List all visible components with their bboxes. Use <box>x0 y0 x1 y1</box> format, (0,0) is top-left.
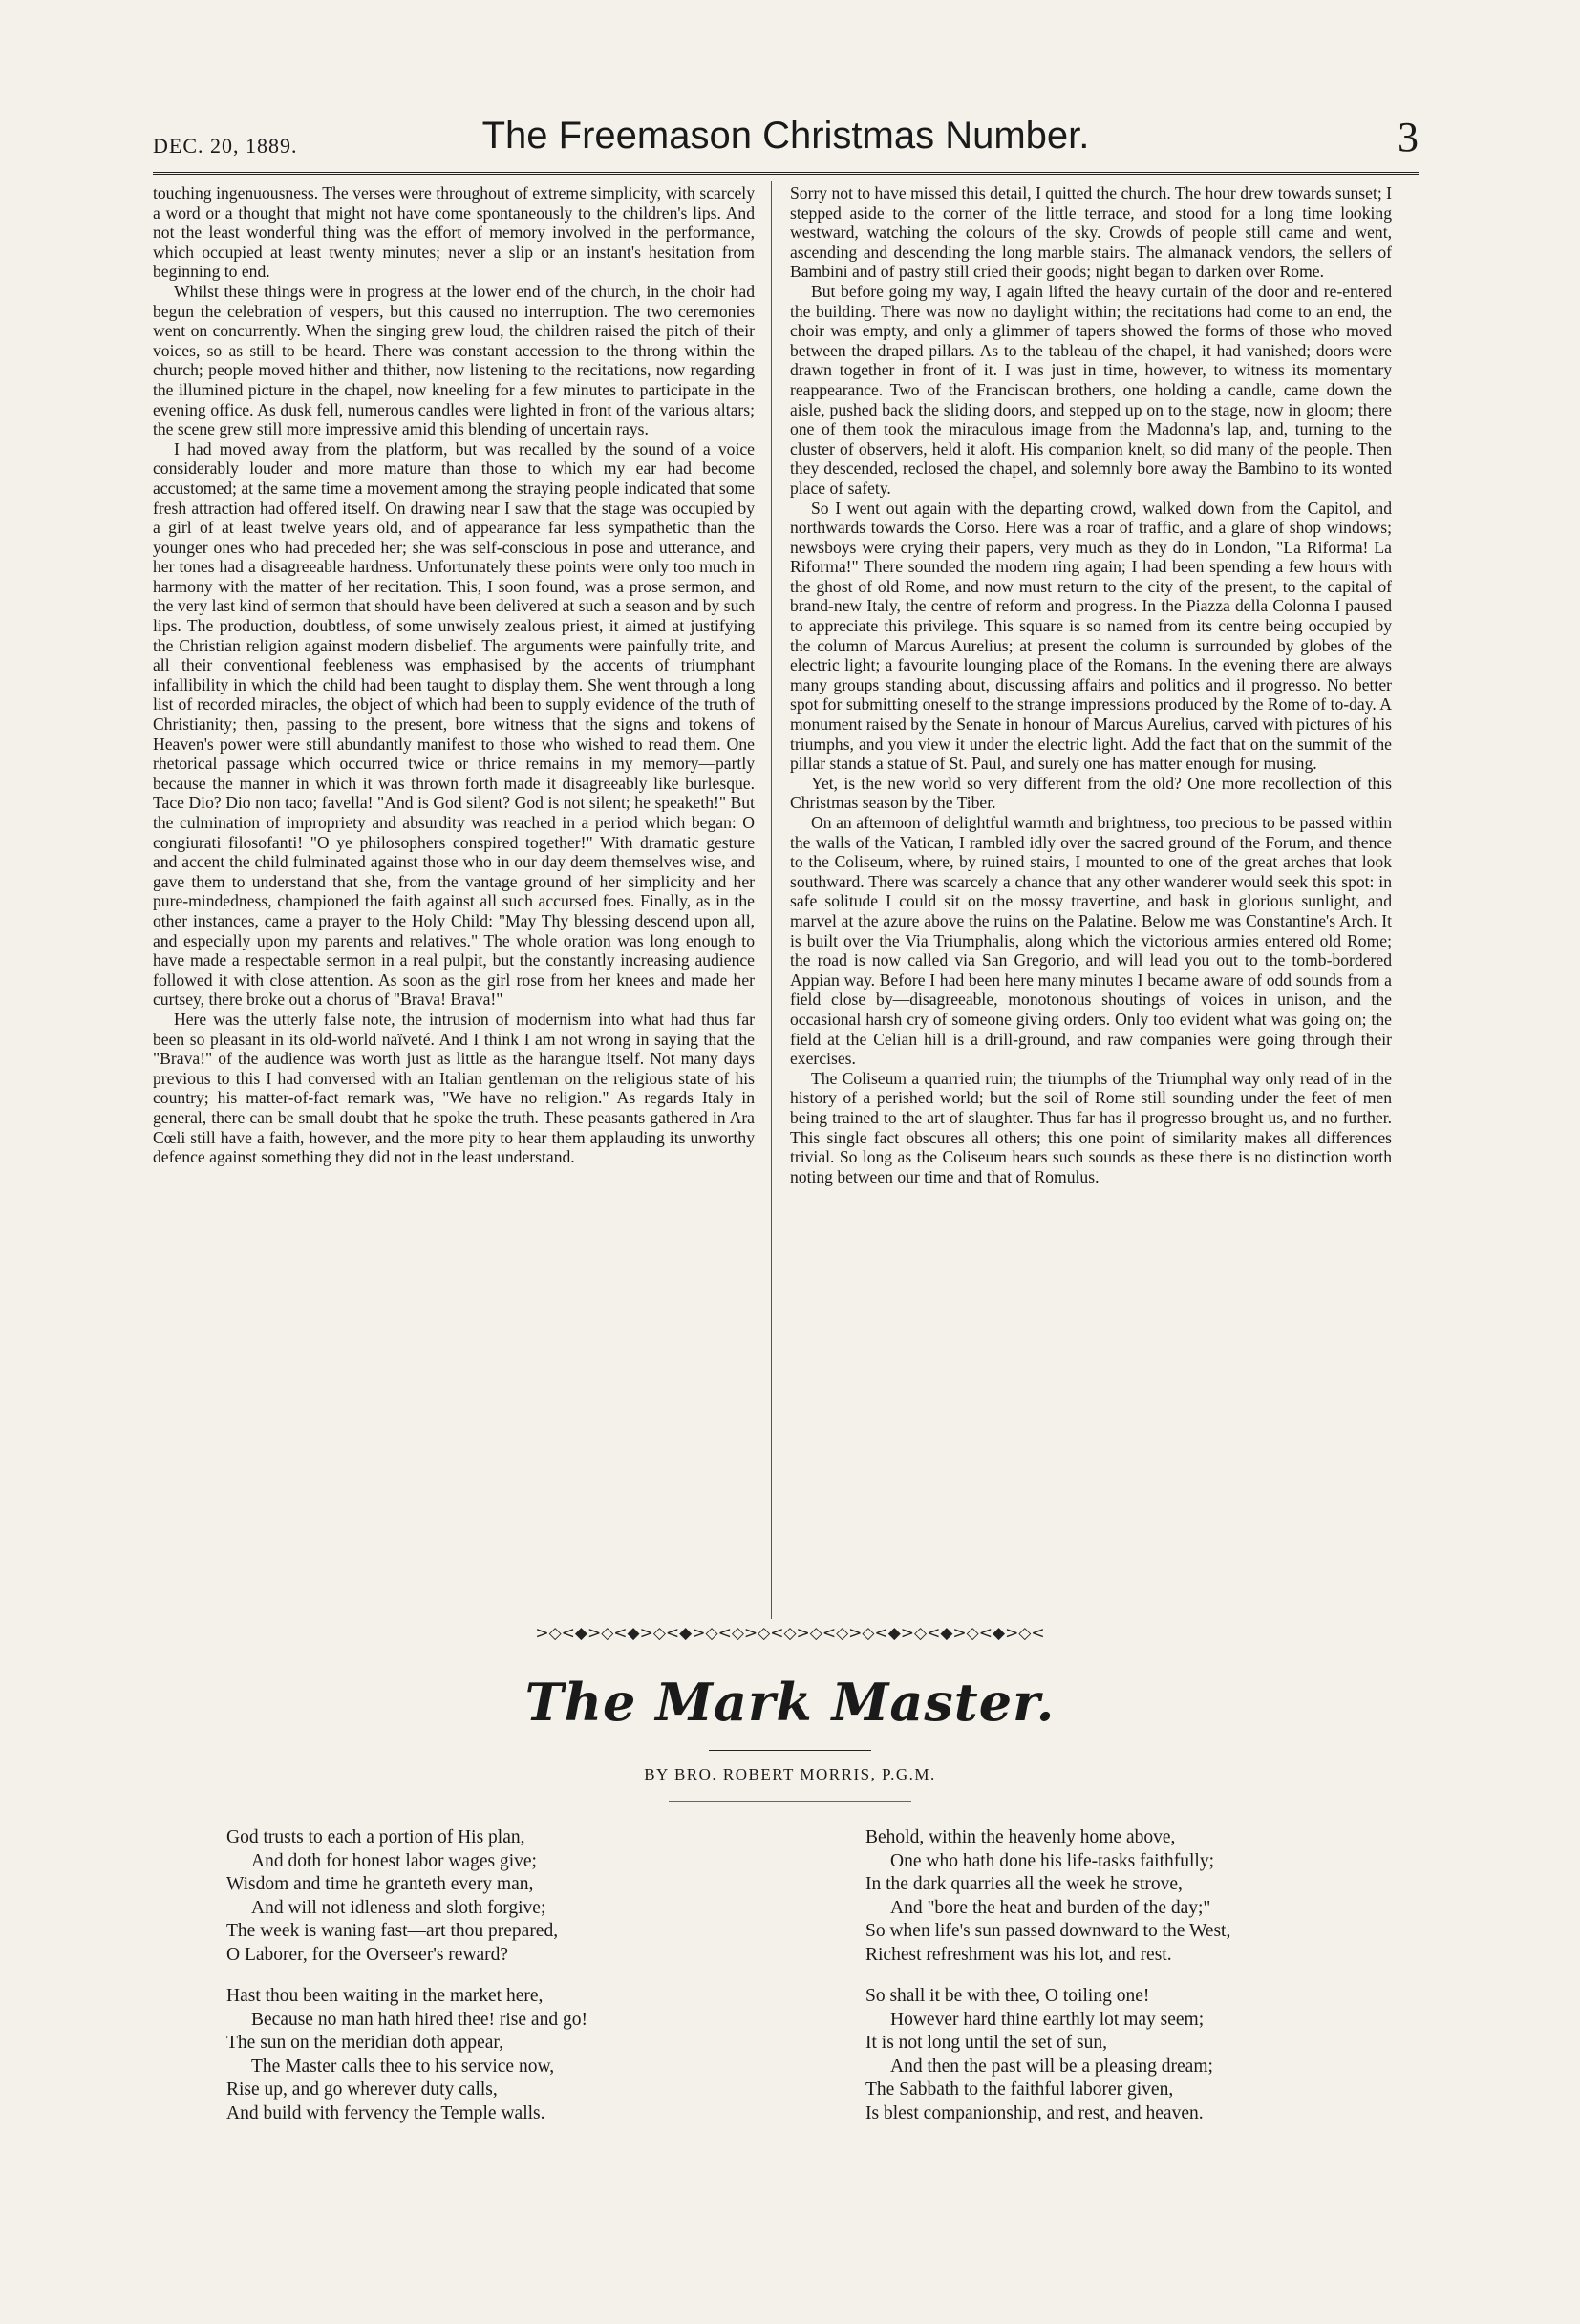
poem-byline: BY BRO. ROBERT MORRIS, P.G.M. <box>644 1765 936 1783</box>
publication-title: The Freemason Christmas Number. <box>481 115 1090 157</box>
verse-line: However hard thine earthly lot may seem; <box>890 2009 1205 2030</box>
poem-stanza-2 <box>226 1985 587 2126</box>
right-column <box>790 183 1392 1186</box>
verse-line: Behold, within the heavenly home above, <box>865 1827 1176 1847</box>
verse-line: The week is waning fast—art thou prepared, <box>226 1921 559 1942</box>
verse-line: O Laborer, for the Overseer's reward? <box>226 1944 509 1965</box>
issue-date: DEC. 20, 1889. <box>153 134 298 158</box>
ornamental-divider: >◇<◆>◇<◆>◇<◆>◇<◇>◇<◇>◇<◇>◇<◆>◇<◆>◇<◆>◇< <box>535 1624 1045 1643</box>
verse-line: And build with fervency the Temple walls. <box>226 2102 545 2123</box>
column-divider <box>771 181 772 1619</box>
verse-line: And "bore the heat and burden of the day;" <box>890 1897 1211 1918</box>
left-column <box>153 183 755 1167</box>
verse-line: So when life's sun passed downward to the West, <box>865 1921 1231 1942</box>
paragraph: Sorry not to have missed this detail, I quitted the church. The hour drew towards sunset; I stepped aside to the corner of the little terrace, and stood for a long time looking westward, watching the colours of the sky. Crowds of people still came and went, ascending and descending the long marble stairs. The almanack vendors, the sellers of Bambini and of pastry still cried their goods; night began to darken over Rome. <box>790 183 1392 282</box>
verse-line: One who hath done his life-tasks faithfully; <box>890 1850 1215 1871</box>
verse-line: It is not long until the set of sun, <box>865 2033 1107 2054</box>
verse-line: Because no man hath hired thee! rise and go! <box>251 2009 587 2030</box>
paragraph: The Coliseum a quarried ruin; the triumphs of the Triumphal way only read of in the history of a perished world; but the soil of Rome still sounding under the feet of men being trained to the art of slaughter. Thus far has il progresso brought us, and no further. This single fact obscures all others; this one point of similarity makes all differences trivial. So long as the Coliseum hears such sounds as these there is no distinction worth noting between our time and that of Romulus. <box>790 1068 1392 1186</box>
verse-line: Hast thou been waiting in the market here, <box>226 1986 544 2006</box>
verse-line: Richest refreshment was his lot, and rest. <box>865 1944 1172 1965</box>
poem-stanza-1 <box>226 1826 558 1968</box>
paragraph: Yet, is the new world so very different from the old? One more recollection of this Christmas season by the Tiber. <box>790 773 1392 813</box>
title-rule <box>709 1750 871 1751</box>
poem-title: The Mark Master. <box>524 1672 1056 1733</box>
page-header <box>153 113 1419 170</box>
paragraph: So I went out again with the departing crowd, walked down from the Capitol, and northwards towards the Corso. Here was a roar of traffic, and a glare of shop windows; newsboys were crying their papers, very much as they do in London, "La Riforma! La Riforma!" There sounded the modern ring again; I had been spending a few hours with the ghost of old Rome, and now must return to the city of the present, to the capital of brand-new Italy, the centre of reform and progress. In the Piazza della Colonna I paused to appreciate this privilege. This square is so named from its centre being occupied by the column of Marcus Aurelius; at present the column is surrounded by globes of the electric light; a favourite lounging place of the Romans. In the evening there are always many groups standing about, discussing affairs and politics and il progresso. No better spot for submitting oneself to the strange impressions produced by the Rome of to-day. A monument raised by the Senate in honour of Marcus Aurelius, carved with pictures of his triumphs, and you view it under the electric light. Add the fact that on the summit of the pillar stands a statue of St. Paul, and surely one has matter enough for musing. <box>790 498 1392 774</box>
paragraph: On an afternoon of delightful warmth and brightness, too precious to be passed within the walls of the Vatican, I rambled idly over the sacred ground of the Forum, and thence to the Coliseum, where, by ruined stairs, I mounted to one of the great arches that look southward. There was scarcely a chance that any other wanderer would seek this spot: in safe solitude I could sit on the mossy travertine, and bask in glorious sunlight, and marvel at the azure above the ruins on the Palatine. Below me was Constantine's Arch. It is built over the Via Triumphalis, along which the victorious armies entered old Rome; the road is now called via San Gregorio, and will lead you out to the tomb-bordered Appian way. Before I had been here many minutes I became aware of odd sounds from a field close by—disagreeable, monotonous shoutings of voices in unison, and the occasional harsh cry of someone giving orders. Only too evident what was going on; the field at the Celian hill is a drill-ground, and raw companies were going through their exercises. <box>790 813 1392 1069</box>
header-rule <box>153 172 1419 175</box>
verse-line: So shall it be with thee, O toiling one! <box>865 1986 1150 2006</box>
verse-line: Wisdom and time he granteth every man, <box>226 1874 534 1895</box>
paragraph: I had moved away from the platform, but was recalled by the sound of a voice considerably louder and more mature than those to which my ear had become accustomed; at the same time a movement among the straying people indicated that some fresh attraction had offered itself. On drawing near I saw that the stage was occupied by a girl of at least twelve years old, and of appearance far less sympathetic than the younger ones who had preceded her; she was self-conscious in pose and utterance, and her tones had a disagreeable hardness. Unfortunately these points were only too much in harmony with the matter of her recitation. This, I soon found, was a prose sermon, and the very last kind of sermon that should have been delivered at such a season and by such lips. The production, doubtless, of some unwisely zealous priest, it aimed at justifying the Christian religion against modern disbelief. The arguments were painfully trite, and all their conventional feebleness was emphasised by the accents of triumphant infallibility in which the child had been taught to display them. She went through a long list of recorded miracles, the object of which had been to supply evidence of the truth of Christianity; then, passing to the present, bore witness that the signs and tokens of Heaven's power were still abundantly manifest to those who wished to read them. One rhetorical passage which occurred twice or thrice remains in my memory—partly because the manner in which it was thrown forth made it disagreeably like burlesque. Tace Dio? Dio non taco; favella! "And is God silent? God is not silent; he speaketh!" But the culmination of impropriety and absurdity was reached in a period which began: O congiurati filosofanti! "O ye philosophers conspired together!" With dramatic gesture and accent the child fulminated against those who in our day deem themselves wise, and gave them to understand that she, from the vantage ground of her simplicity and her pure-mindedness, championed the faith against all such accursed foes. Finally, as in the other instances, came a prayer to the Holy Child: "May Thy blessing descend upon all, and especially upon my parents and relatives." The whole oration was long enough to have made a respectable sermon in a real pulpit, but the constantly increasing audience followed it with close attention. As soon as the girl rose from her knees and made her curtsey, there broke out a chorus of "Brava! Brava!" <box>153 438 755 1010</box>
verse-line: The Sabbath to the faithful laborer given, <box>865 2079 1174 2100</box>
poem-stanza-3 <box>865 1826 1230 1968</box>
poem-stanza-4 <box>865 1985 1213 2126</box>
paragraph: Whilst these things were in progress at the lower end of the church, in the choir had begun the celebration of vespers, but this caused no interruption. The two ceremonies went on concurrently. When the singing grew loud, the children raised the pitch of their voices, so as still to be heard. There was constant accession to the throng within the church; people moved hither and thither, now listening to the recitations, now regarding the illumined picture in the chapel, now kneeling for a few minutes to participate in the evening office. As dusk fell, numerous candles were lighted in front of the various altars; the scene grew still more impressive amid this blending of uncertain rays. <box>153 281 755 439</box>
paragraph: touching ingenuousness. The verses were throughout of extreme simplicity, with scarcely a word or a thought that might not have come spontaneously to the children's lips. And not the least wonderful thing was the effort of memory involved in the performance, which occupied at least twenty minutes; never a slip or an instant's hesitation from beginning to end. <box>153 183 755 282</box>
verse-line: God trusts to each a portion of His plan, <box>226 1827 525 1847</box>
verse-line: And will not idleness and sloth forgive; <box>251 1897 546 1918</box>
verse-line: In the dark quarries all the week he strove, <box>865 1874 1183 1895</box>
verse-line: And doth for honest labor wages give; <box>251 1850 537 1871</box>
paragraph: But before going my way, I again lifted the heavy curtain of the door and re-entered the building. There was now no daylight within; the recitations had come to an end, the choir was empty, and only a glimmer of tapers showed the forms of those who moved between the draped pillars. As to the tableau of the chapel, it had vanished; doors were drawn together in front of it. I was just in time, however, to witness its momentary reappearance. Two of the Franciscan brothers, one holding a candle, came down the aisle, pushed back the sliding doors, and stepped up on to the stage, now in gloom; there one of them took the miraculous image from the Madonna's lap, and, turning to the cluster of observers, held it aloft. His companion knelt, so did many of the people. Then they descended, reclosed the chapel, and solemnly bore away the Bambino to its wonted place of safety. <box>790 281 1392 498</box>
verse-line: The Master calls thee to his service now, <box>251 2056 555 2077</box>
verse-line: And then the past will be a pleasing dream; <box>890 2056 1213 2077</box>
verse-line: The sun on the meridian doth appear, <box>226 2033 504 2054</box>
page-number: 3 <box>1398 114 1419 160</box>
byline-rule <box>669 1801 911 1802</box>
verse-line: Is blest companionship, and rest, and heaven. <box>865 2102 1204 2123</box>
verse-line: Rise up, and go wherever duty calls, <box>226 2079 498 2100</box>
paragraph: Here was the utterly false note, the intrusion of modernism into what had thus far been so pleasant in its old-world naïveté. And I think I am not wrong in saying that the "Brava!" of the audience was worth just as little as the harangue itself. Not many days previous to this I had conversed with an Italian gentleman on the religious state of his country; his matter-of-fact remark was, "We have no religion." As regards Italy in general, there can be small doubt that he spoke the truth. These peasants gathered in Ara Cœli still have a faith, however, and the more pity to hear them applauding its unworthy defence against something they did not in the least understand. <box>153 1009 755 1167</box>
